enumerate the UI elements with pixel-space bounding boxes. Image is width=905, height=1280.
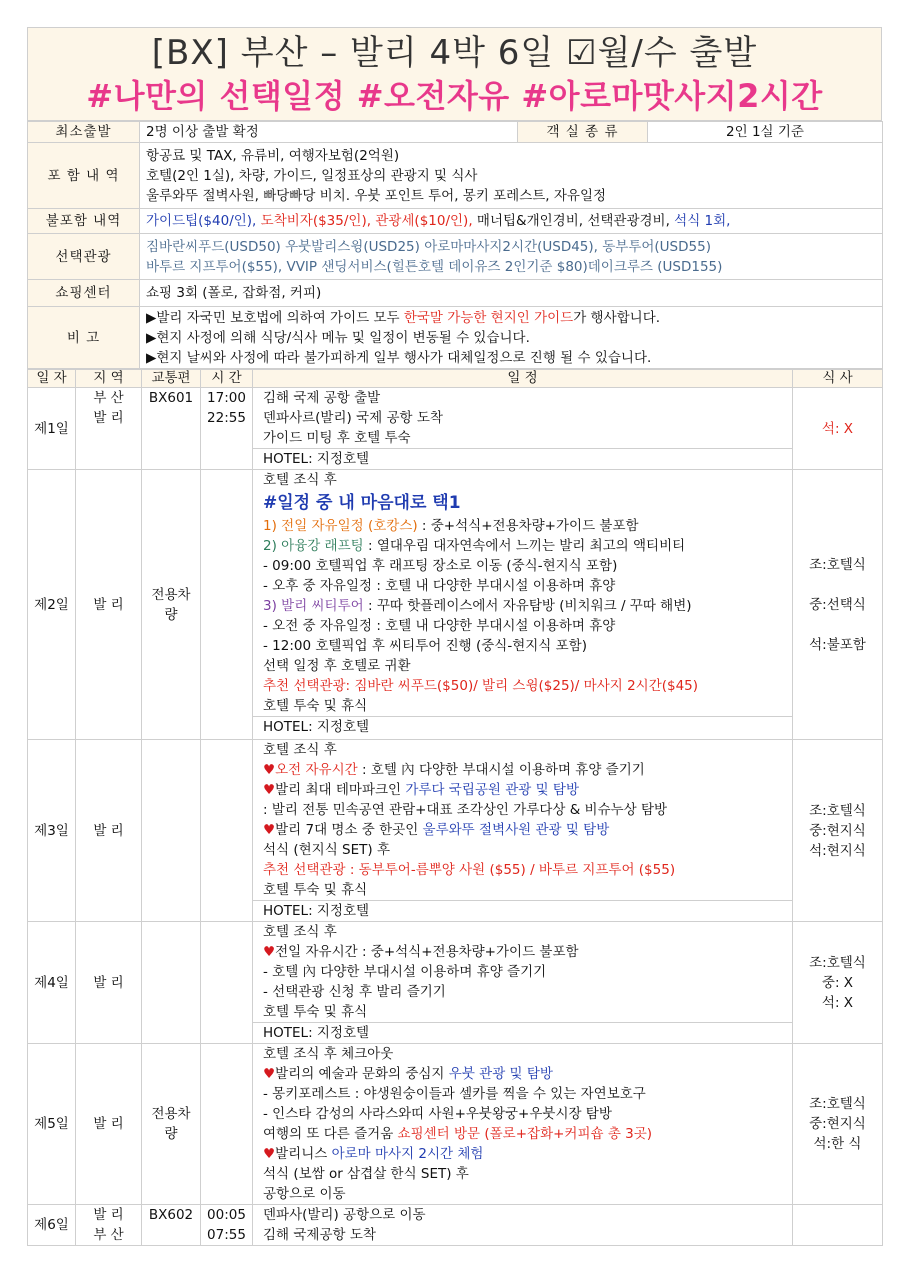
exclude-rest: 매너팁&개인경비, 선택관광경비, [476,213,670,229]
recommended-options: 추천 선택관광 : 동부투어-름뿌양 사원 ($55) / 바투르 지프투어 ($55) [263,862,676,878]
exclude-tax: 관광세($10/인), [375,213,473,229]
time [201,740,253,922]
col-time: 시 간 [201,370,253,388]
note-line: ▶현지 날씨와 사정에 따라 불가피하게 일부 행사가 대체일정으로 진행 될 수 있습니다. [146,349,652,366]
page-title: [BX] 부산 – 발리 4박 6일 ☑월/수 출발 [151,33,758,73]
transport [142,740,201,922]
itinerary-table [27,369,883,1246]
schedule: 덴파사(발리) 공항으로 이동 김해 국제공항 도착 [253,1205,793,1246]
schedule: 호텔 조식 후 체크아웃 ♥발리의 예술과 문화의 중심지 우붓 관광 및 탐방 - 몽키포레스트 : 야생원숭이들과 셀카를 찍을 수 있는 자연보호구 - 인스타 감성의 사라스와띠 사원+우붓왕궁+우붓시장 탐방 여행의 또 다른 즐거움 쇼핑센터 방문 (폴로+잡화+커피숍 총 3곳) ♥발리니스 아로마 마사지 2시간 체험 석식 (보쌈 or 삼겹살 한식 SET) 후 공항으로 이동 [253,1044,793,1205]
col-day: 일 자 [28,370,76,388]
day-label: 제4일 [28,922,76,1044]
day-row [28,1044,883,1205]
flight-time: 17:00 22:55 [201,388,253,470]
exclude-visa: 도착비자($35/인), [260,213,372,229]
day-label: 제3일 [28,740,76,922]
day-row [28,740,883,922]
exclude-list [140,209,883,234]
exclude-dinner: 석식 1회, [674,213,731,229]
include-list [140,143,883,209]
flight-number: BX601 [142,388,201,470]
meal: 조:호텔식 중:선택식 석:불포함 [793,470,883,740]
transport [142,922,201,1044]
schedule: 호텔 조식 후 ♥오전 자유시간 : 호텔 內 다양한 부대시설 이용하며 휴양 즐기기 ♥발리 최대 테마파크인 가루다 국립공원 관광 및 탐방 : 발리 전통 민속공연 관람+대표 조각상인 가루다상 & 비슈누상 탐방 ♥발리 7대 명소 중 한곳인 울루와뚜 절벽사원 관광 및 탐방 석식 (현지식 SET) 후 추천 선택관광 : 동부투어-름뿌양 사원 ($55) / 바투르 지프투어 ($55) 호텔 투숙 및 휴식 HOTEL: 지정호텔 [253,740,793,922]
day-row [28,1205,883,1246]
time [201,1044,253,1205]
note-line: ▶발리 자국민 보호법에 의하여 가이드 모두 한국말 가능한 현지인 가이드가 행사합니다. [146,309,661,326]
schedule: 호텔 조식 후 #일정 중 내 마음대로 택1 1) 전일 자유일정 (호캉스) : 중+석식+전용차량+가이드 불포함 2) 아융강 래프팅 : 열대우림 대자연속에서 느끼는 발리 최고의 액티비티 - 09:00 호텔픽업 후 래프팅 장소로 이동 (중식-현지식 포함) - 오후 중 자유일정 : 호텔 내 다양한 부대시설 이용하며 휴양 3) 발리 씨티투어 : 꾸따 핫플레이스에서 자유탐방 (비치워크 / 꾸따 해변) - 오전 중 자유일정 : 호텔 내 다양한 부대시설 이용하며 휴양 - 12:00 호텔픽업 후 씨티투어 진행 (중식-현지식 포함) 선택 일정 후 호텔로 귀환 추천 선택관광: 짐바란 씨푸드($50)/ 발리 스윙($25)/ 마사지 2시간($45) 호텔 투숙 및 휴식 HOTEL: 지정호텔 [253,470,793,740]
schedule: 호텔 조식 후 ♥전일 자유시간 : 중+석식+전용차량+가이드 불포함 - 호텔 內 다양한 부대시설 이용하며 휴양 즐기기 - 선택관광 신청 후 발리 즐기기 호텔 투숙 및 휴식 HOTEL: 지정호텔 [253,922,793,1044]
shopping-value: 쇼핑 3회 (폴로, 잡화점, 커피) [140,280,883,307]
meal: 조:호텔식 중:현지식 석:현지식 [793,740,883,922]
page-header [27,27,882,121]
meal [793,1205,883,1246]
flight-number: BX602 [142,1205,201,1246]
col-schedule: 일 정 [253,370,793,388]
itinerary-page [27,27,882,1246]
heart-icon: ♥ [263,944,276,960]
col-region: 지 역 [76,370,142,388]
heart-icon: ♥ [263,782,276,798]
col-meal: 식 사 [793,370,883,388]
hotel-line: HOTEL: 지정호텔 [253,1022,792,1043]
choose-one-heading: #일정 중 내 마음대로 택1 [263,493,461,513]
option-line: 바투르 지프투어($55), VVIP 샌딩서비스(힐튼호텔 데이유즈 2인기준 $80)데이크루즈 (USD155) [146,258,723,275]
region: 발 리 [76,1044,142,1205]
hotel-line: HOTEL: 지정호텔 [253,900,792,921]
day-label: 제1일 [28,388,76,470]
region: 발 리 [76,740,142,922]
heart-icon: ♥ [263,1146,276,1162]
day-label: 제6일 [28,1205,76,1246]
heart-icon: ♥ [263,762,276,778]
meal: 조:호텔식 중:현지식 석:한 식 [793,1044,883,1205]
room-label: 객 실 종 류 [518,122,648,143]
day-label: 제5일 [28,1044,76,1205]
note-line: ▶현지 사정에 의해 식당/식사 메뉴 및 일정이 변동될 수 있습니다. [146,329,530,346]
day-row [28,922,883,1044]
recommended-options: 추천 선택관광: 짐바란 씨푸드($50)/ 발리 스윙($25)/ 마사지 2시간($45) [263,678,699,694]
day-row [28,388,883,470]
include-line: 울루와뚜 절벽사원, 빠당빠당 비치. 우붓 포인트 투어, 몽키 포레스트, 자유일정 [146,187,607,204]
hotel-line: HOTEL: 지정호텔 [253,448,792,469]
transport: 전용차량 [142,1044,201,1205]
transport: 전용차량 [142,470,201,740]
include-line: 호텔(2인 1실), 차량, 가이드, 일정표상의 관광지 및 식사 [146,167,478,184]
option-line: 짐바란씨푸드(USD50) 우붓발리스윙(USD25) 아로마마사지2시간(USD45), 동부투어(USD55) [146,238,711,255]
meal: 석: X [793,388,883,470]
info-table [27,121,883,369]
flight-time: 00:05 07:55 [201,1205,253,1246]
schedule: 김해 국제 공항 출발 덴파사르(발리) 국제 공항 도착 가이드 미팅 후 호텔 투숙 HOTEL: 지정호텔 [253,388,793,470]
meal: 조:호텔식 중: X 석: X [793,922,883,1044]
option-label: 선택관광 [28,234,140,280]
local-guide-note: 한국말 가능한 현지인 가이드 [403,309,574,326]
time [201,470,253,740]
heart-icon: ♥ [263,822,276,838]
region: 부 산 발 리 [76,388,142,470]
min-depart-value: 2명 이상 출발 확정 [140,122,518,143]
include-line: 항공료 및 TAX, 유류비, 여행자보험(2억원) [146,147,400,164]
time [201,922,253,1044]
page-subtitle: #나만의 선택일정 #오전자유 #아로마맛사지2시간 [86,77,823,115]
region: 발 리 부 산 [76,1205,142,1246]
day-row [28,470,883,740]
note-label: 비 고 [28,307,140,369]
heart-icon: ♥ [263,1066,276,1082]
shopping-label: 쇼핑센터 [28,280,140,307]
region: 발 리 [76,922,142,1044]
region: 발 리 [76,470,142,740]
col-transport: 교통편 [142,370,201,388]
hotel-line: HOTEL: 지정호텔 [253,716,792,737]
exclude-guide-tip: 가이드팁($40/인), [146,213,257,229]
min-depart-label: 최소출발 [28,122,140,143]
exclude-label: 불포함 내역 [28,209,140,234]
include-label: 포 함 내 역 [28,143,140,209]
day-label: 제2일 [28,470,76,740]
note-list [140,307,883,369]
room-value: 2인 1실 기준 [648,122,883,143]
option-list [140,234,883,280]
